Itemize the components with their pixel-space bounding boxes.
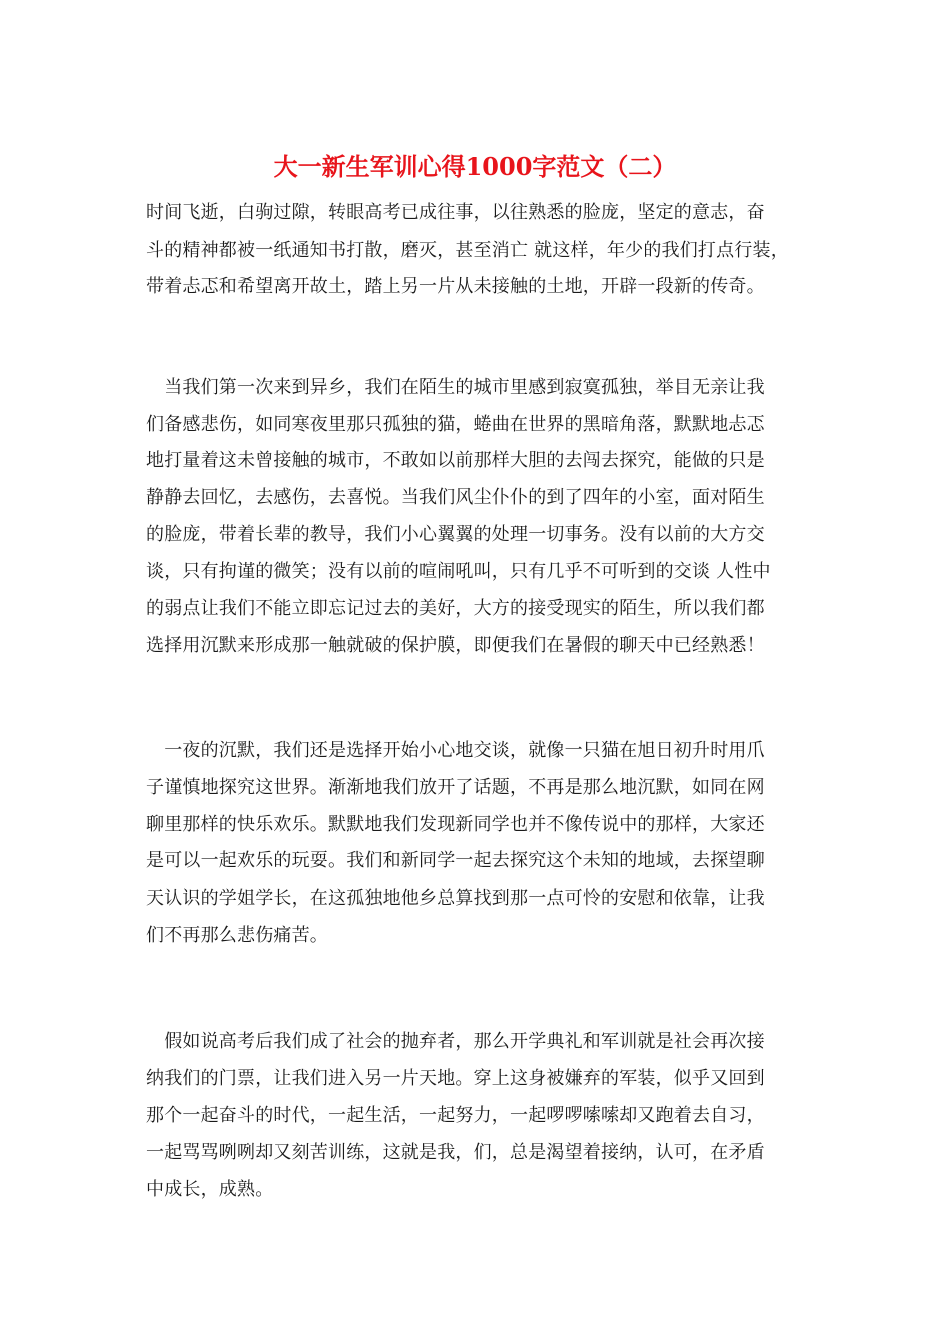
paragraph-4-line-1: 假如说高考后我们成了社会的抛弃者，那么开学典礼和军训就是社会再次接 bbox=[146, 1031, 765, 1052]
paragraph-2-line-7: 的弱点让我们不能立即忘记过去的美好，大方的接受现实的陌生，所以我们都 bbox=[146, 598, 765, 619]
paragraph-4-line-5: 中成长，成熟。 bbox=[146, 1179, 274, 1200]
paragraph-2-line-6: 谈，只有拘谨的微笑；没有以前的喧闹吼叫，只有几乎不可听到的交谈 人性中 bbox=[146, 561, 771, 582]
paragraph-2-line-3: 地打量着这未曾接触的城市，不敢如以前那样大胆的去闯去探究，能做的只是 bbox=[146, 450, 765, 471]
paragraph-2-line-1: 当我们第一次来到异乡，我们在陌生的城市里感到寂寞孤独，举目无亲让我 bbox=[146, 377, 765, 398]
paragraph-3-line-4: 是可以一起欢乐的玩耍。我们和新同学一起去探究这个未知的地域，去探望聊 bbox=[146, 850, 765, 871]
paragraph-3-line-1: 一夜的沉默，我们还是选择开始小心地交谈，就像一只猫在旭日初升时用爪 bbox=[146, 740, 765, 761]
paragraph-1-line-2: 斗的精神都被一纸通知书打散，磨灭，甚至消亡 就这样，年少的我们打点行装， bbox=[146, 240, 789, 261]
paragraph-2-line-2: 们备感悲伤，如同寒夜里那只孤独的猫，蜷曲在世界的黑暗角落，默默地忐忑 bbox=[146, 414, 765, 435]
paragraph-3-line-5: 天认识的学姐学长，在这孤独地他乡总算找到那一点可怜的安慰和依靠，让我 bbox=[146, 888, 765, 909]
paragraph-2-line-4: 静静去回忆，去感伤，去喜悦。当我们风尘仆仆的到了四年的小室，面对陌生 bbox=[146, 487, 765, 508]
paragraph-2-line-8: 选择用沉默来形成那一触就破的保护膜，即便我们在暑假的聊天中已经熟悉！ bbox=[146, 635, 765, 656]
paragraph-3-line-3: 聊里那样的快乐欢乐。默默地我们发现新同学也并不像传说中的那样，大家还 bbox=[146, 814, 765, 835]
paragraph-4-line-3: 那个一起奋斗的时代，一起生活，一起努力，一起啰啰嗦嗦却又跑着去自习， bbox=[146, 1105, 765, 1126]
paragraph-2-line-5: 的脸庞，带着长辈的教导，我们小心翼翼的处理一切事务。没有以前的大方交 bbox=[146, 524, 765, 545]
paragraph-3-line-2: 子谨慎地探究这世界。渐渐地我们放开了话题，不再是那么地沉默，如同在网 bbox=[146, 777, 765, 798]
paragraph-1-line-1: 时间飞逝，白驹过隙，转眼高考已成往事，以往熟悉的脸庞，坚定的意志，奋 bbox=[146, 202, 765, 223]
paragraph-4-line-2: 纳我们的门票，让我们进入另一片天地。穿上这身被嫌弃的军装，似乎又回到 bbox=[146, 1068, 765, 1089]
document-title: 大一新生军训心得1000字范文（二） bbox=[273, 152, 677, 181]
paragraph-1-line-3: 带着忐忑和希望离开故土，踏上另一片从未接触的土地，开辟一段新的传奇。 bbox=[146, 276, 765, 297]
paragraph-3-line-6: 们不再那么悲伤痛苦。 bbox=[146, 925, 328, 946]
paragraph-4-line-4: 一起骂骂咧咧却又刻苦训练，这就是我，们，总是渴望着接纳，认可，在矛盾 bbox=[146, 1142, 765, 1163]
